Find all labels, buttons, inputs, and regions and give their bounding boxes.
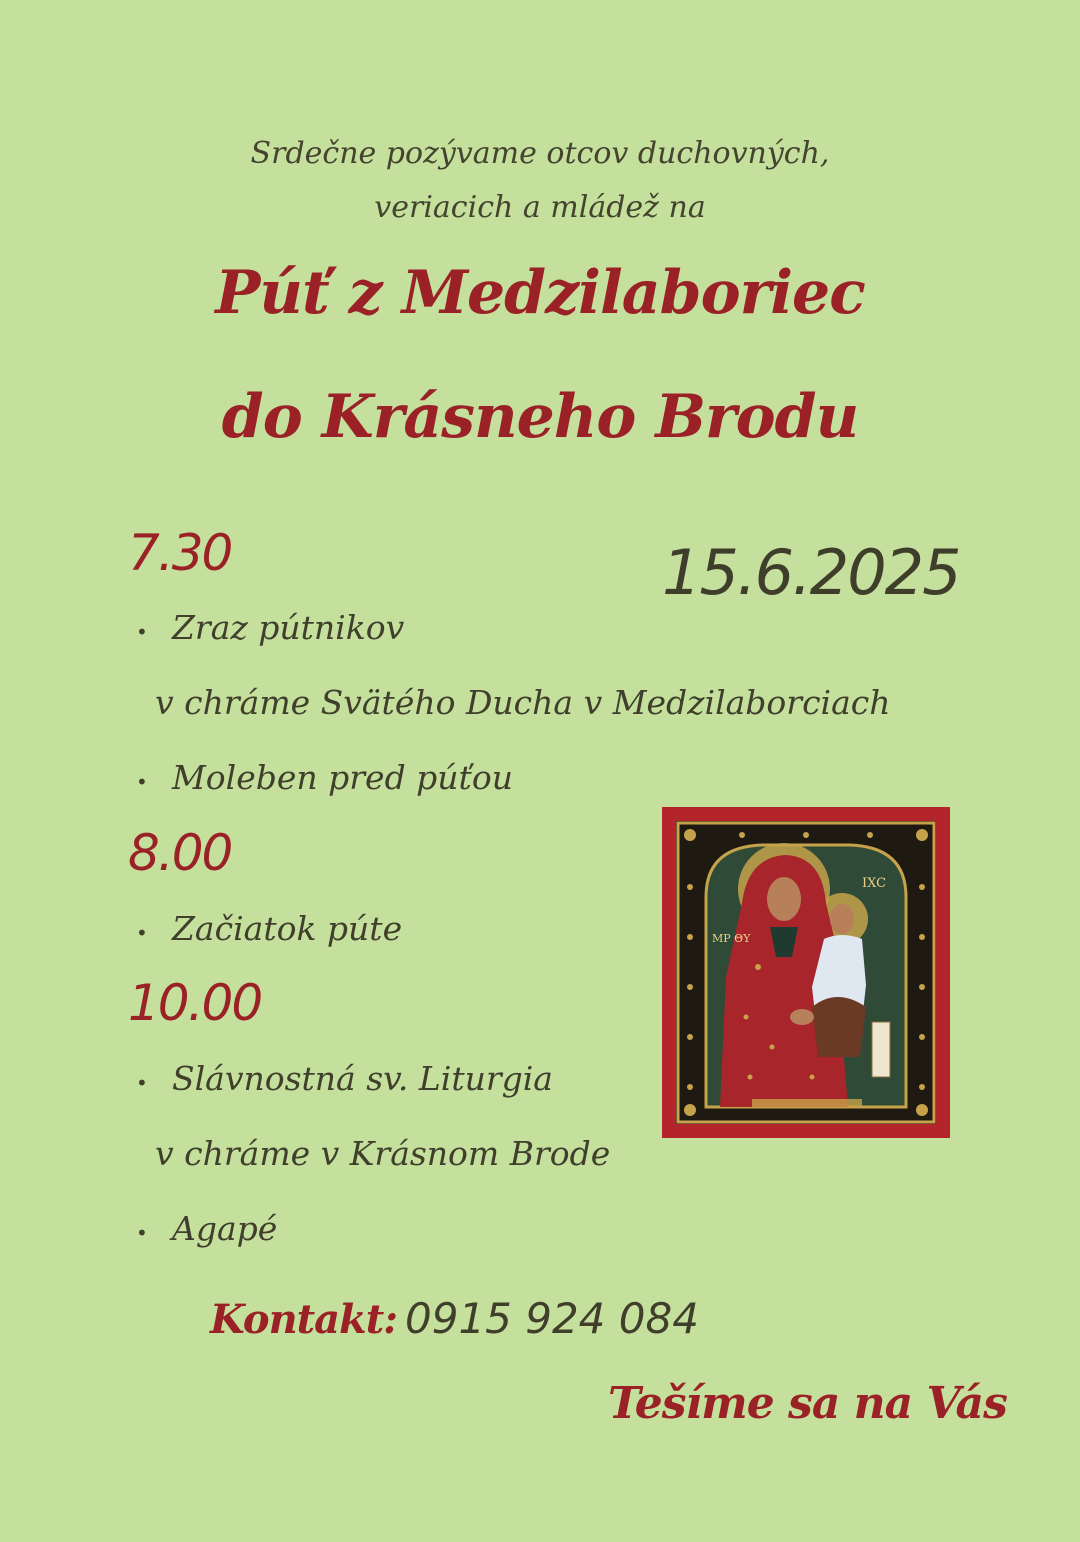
mp-inscription: MP ΘΥ xyxy=(712,932,751,945)
closing-message: Tešíme sa na Vás xyxy=(608,1378,1007,1429)
event-title-line-1: Púť z Medzilaboriec xyxy=(215,258,865,328)
schedule-time-3: 10.00 xyxy=(128,974,262,1032)
event-title-line-2: do Krásneho Brodu xyxy=(221,382,859,452)
schedule-item: Moleben pred púťou xyxy=(172,758,513,797)
schedule-item-continuation: v chráme Svätého Ducha v Medzilaborciach xyxy=(155,683,891,722)
child-face xyxy=(830,904,854,934)
schedule-item: Slávnostná sv. Liturgia xyxy=(172,1059,553,1098)
invitation-line-2: veriacich a mládež na xyxy=(374,190,706,225)
bullet-icon: • xyxy=(136,1071,148,1095)
schedule-item-continuation: v chráme v Krásnom Brode xyxy=(155,1134,611,1173)
contact-phone: 0915 924 084 xyxy=(405,1294,699,1343)
bullet-icon: • xyxy=(136,1221,148,1245)
madonna-icon-image xyxy=(662,807,950,1138)
bullet-icon: • xyxy=(136,921,148,945)
ixc-inscription: IXC xyxy=(862,876,887,891)
schedule-item: Zraz pútnikov xyxy=(172,608,405,647)
schedule-time-1: 7.30 xyxy=(128,524,232,582)
contact-label: Kontakt: xyxy=(210,1296,397,1343)
bullet-icon: • xyxy=(136,620,148,644)
event-date: 15.6.2025 xyxy=(662,536,960,609)
child-scroll xyxy=(872,1022,890,1077)
schedule-item: Agapé xyxy=(172,1209,278,1248)
contact xyxy=(210,1294,699,1343)
invitation-line-1: Srdečne pozývame otcov duchovných, xyxy=(250,136,830,171)
schedule-item: Začiatok púte xyxy=(172,909,403,948)
bullet-icon: • xyxy=(136,770,148,794)
madonna-face xyxy=(767,877,801,921)
schedule-time-2: 8.00 xyxy=(128,824,232,882)
